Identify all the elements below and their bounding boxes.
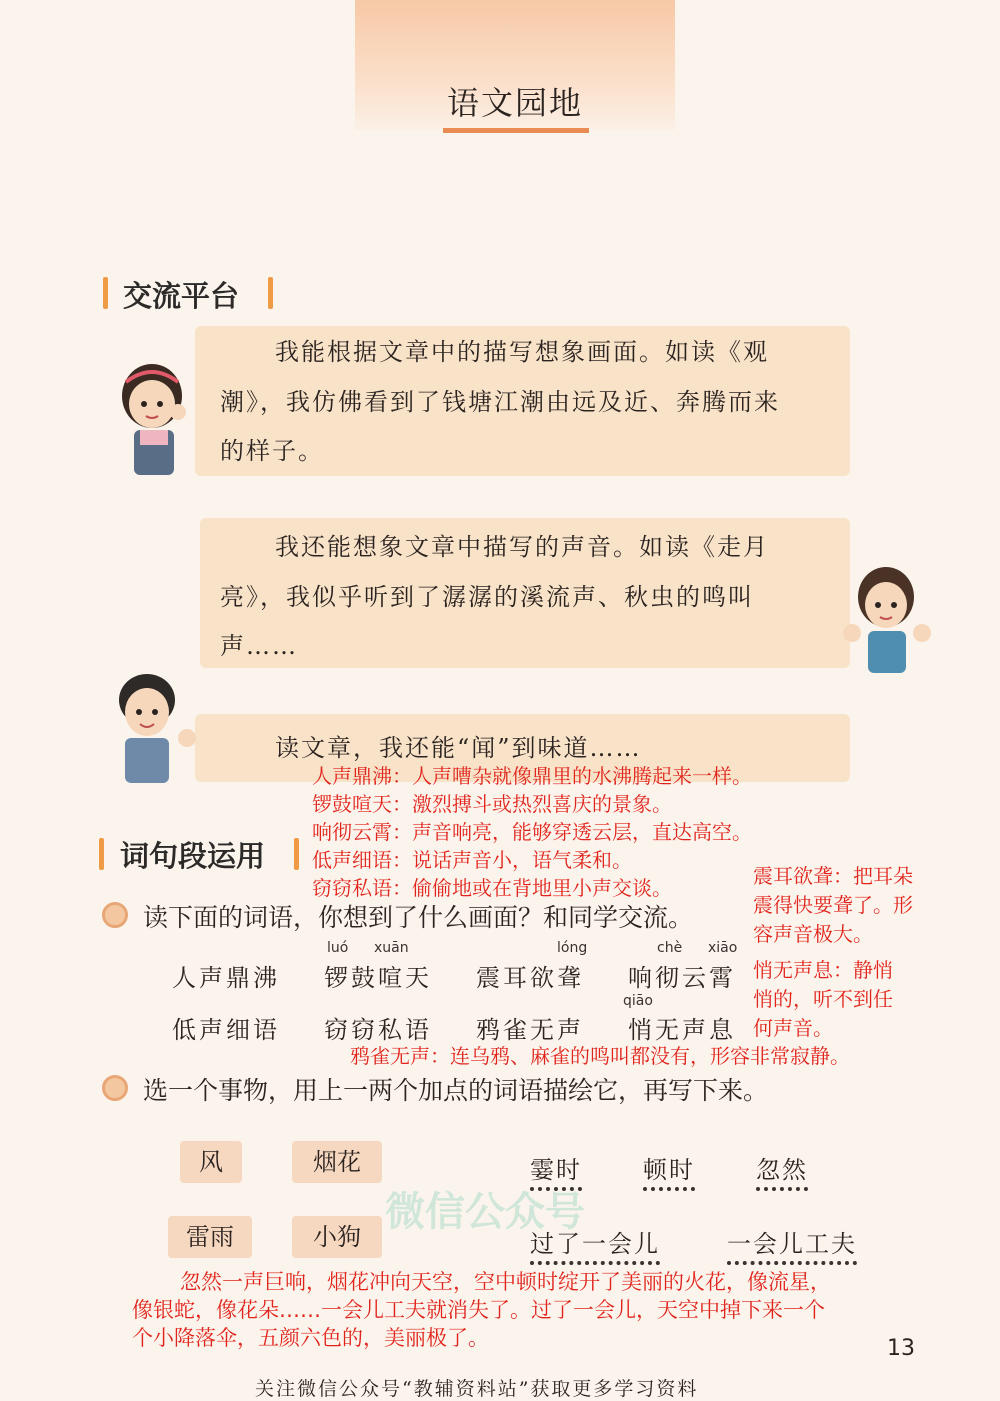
note-dishengxiyu: 低声细语：说话声音小，语气柔和。	[312, 848, 632, 872]
thing-chip-yanhua: 烟花	[292, 1141, 382, 1183]
note-yaquewusheng: 鸦雀无声：连乌鸦、麻雀的鸣叫都没有，形容非常寂静。	[350, 1044, 850, 1068]
note-renshengdingfei: 人声鼎沸：人声嘈杂就像鼎里的水沸腾起来一样。	[312, 764, 752, 788]
answer-line-3: 个小降落伞，五颜六色的，美丽极了。	[132, 1326, 489, 1350]
boy-illustration	[105, 668, 205, 783]
thing-chip-feng: 风	[180, 1141, 242, 1183]
note-qiaowushengxi-1: 悄无声息：静悄	[753, 958, 893, 982]
bubble-2-line-2: 亮》，我似乎听到了潺潺的溪流声、秋虫的鸣叫	[220, 583, 754, 611]
time-word-dunshi: 顿时	[643, 1150, 695, 1191]
note-luoguxuantian: 锣鼓喧天：激烈搏斗或热烈喜庆的景象。	[312, 792, 672, 816]
title-underline	[443, 128, 589, 133]
note-zhenerweilong-1: 震耳欲聋：把耳朵	[753, 864, 913, 888]
note-zhenerweilong-3: 容声音极大。	[753, 922, 873, 946]
note-xiangcheyunxiao: 响彻云霄：声音响亮，能够穿透云层，直达高空。	[312, 820, 752, 844]
note-qiaowushengxi-3: 何声音。	[753, 1016, 833, 1040]
pinyin-xuan: xuān	[374, 940, 409, 956]
pinyin-xiao: xiāo	[708, 940, 738, 956]
answer-line-1: 忽然一声巨响，烟花冲向天空，空中顿时绽开了美丽的火花，像流星，	[180, 1270, 831, 1294]
girl-illustration-1	[112, 360, 197, 475]
pinyin-qiao: qiāo	[623, 993, 653, 1009]
pinyin-long: lóng	[557, 940, 588, 956]
answer-line-2: 像银蛇，像花朵……一会儿工夫就消失了。过了一会儿，天空中掉下来一个	[132, 1298, 825, 1322]
bubble-1-line-2: 潮》，我仿佛看到了钱塘江潮由远及近、奔腾而来	[220, 388, 780, 416]
page-title: 语文园地	[446, 84, 583, 122]
word-xiangcheyunxiao: 响彻云霄	[628, 964, 736, 992]
bubble-2-line-1: 我还能想象文章中描写的声音。如读《走月	[275, 533, 769, 561]
word-dishengxiyu: 低声细语	[172, 1016, 280, 1044]
watermark-text: 微信公众号	[385, 1189, 585, 1235]
bubble-2-line-3: 声……	[220, 632, 298, 660]
note-zhenerweilong-2: 震得快要聋了。形	[753, 893, 913, 917]
thing-chip-leiyu: 雷雨	[168, 1216, 252, 1258]
section2-bar-left	[99, 838, 104, 870]
bubble-1-line-1: 我能根据文章中的描写想象画面。如读《观	[275, 338, 769, 366]
word-renshengdingfei: 人声鼎沸	[172, 964, 280, 992]
pinyin-luo: luó	[327, 940, 349, 956]
section-bar-left	[103, 277, 108, 309]
pinyin-che: chè	[657, 940, 683, 956]
bubble-3-line-1: 读文章，我还能“闻”到味道……	[275, 734, 642, 762]
section2-bar-right	[294, 838, 299, 870]
time-word-guoleyihuier: 过了一会儿	[530, 1224, 660, 1265]
time-word-yihuiergongfu: 一会儿工夫	[727, 1224, 857, 1265]
time-word-huran: 忽然	[756, 1150, 808, 1191]
section-heading-usage: 词句段运用	[120, 839, 266, 873]
section-bar-right	[268, 277, 273, 309]
question-2-text: 选一个事物，用上一两个加点的词语描绘它，再写下来。	[143, 1076, 769, 1105]
thing-chip-xiaogou: 小狗	[292, 1216, 382, 1258]
question-1-text: 读下面的词语，你想到了什么画面？和同学交流。	[143, 903, 694, 932]
bubble-1-line-3: 的样子。	[220, 437, 324, 465]
note-qiaowushengxi-2: 悄的，听不到任	[753, 987, 893, 1011]
page-number: 13	[887, 1336, 915, 1361]
word-zhenerweilong: 震耳欲聋	[476, 964, 584, 992]
word-qiaowushengxi: 悄无声息	[628, 1016, 736, 1044]
word-yaquewusheng: 鸦雀无声	[476, 1016, 584, 1044]
section-heading-exchange: 交流平台	[123, 279, 240, 313]
word-luoguxuantian: 锣鼓喧天	[324, 964, 432, 992]
footer-promo: 关注微信公众号“教辅资料站”获取更多学习资料	[255, 1378, 699, 1400]
word-qieqiesiyu: 窃窃私语	[324, 1016, 432, 1044]
girl-illustration-2	[838, 563, 933, 673]
question-2-icon	[102, 1075, 128, 1101]
time-word-shashi: 霎时	[530, 1150, 582, 1191]
question-1-icon	[102, 902, 128, 928]
note-qieqiesiyu: 窃窃私语：偷偷地或在背地里小声交谈。	[312, 876, 672, 900]
